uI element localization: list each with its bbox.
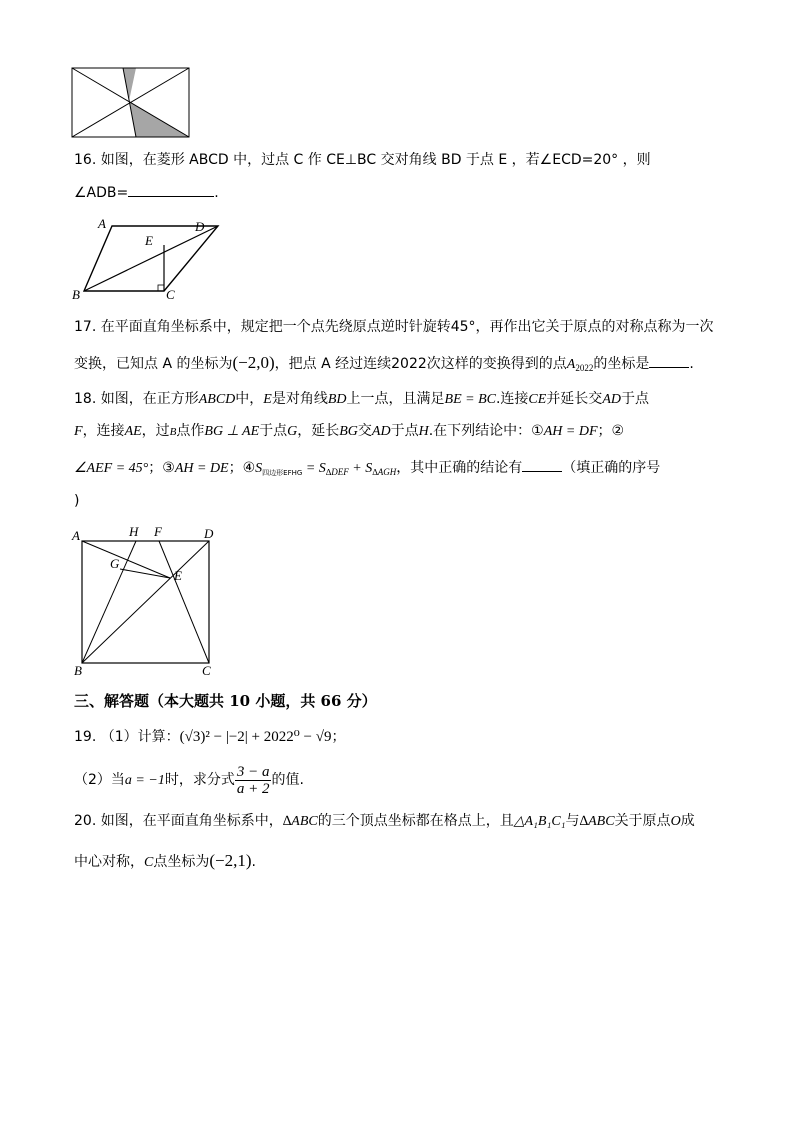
q16-text-a: 如图，在菱形 ABCD 中，过点 C 作 CE⊥BC 交对角线 BD 于点 E ，若∠ECD=20° ，则 — [100, 152, 651, 168]
q19-part2-label: （2）当 — [74, 772, 125, 788]
q18-text: 交 — [357, 423, 372, 439]
q19-part2-end: 的值. — [271, 772, 304, 788]
q19-frac-den: a + 2 — [236, 780, 270, 797]
label-b: B — [72, 287, 80, 302]
q18-e: E — [263, 392, 272, 407]
q18-conclusion-3: AH = DE — [174, 461, 229, 476]
q20-tri1: ∆ABC — [282, 814, 318, 829]
q18-conclusion-2: ∠AEF = 45° — [74, 461, 149, 476]
q18-g: G — [287, 424, 298, 439]
q18-text: ，过 — [141, 423, 170, 439]
q18-perp: BG ⊥ AE — [204, 424, 260, 439]
q19-part2-mid: 时，求分式 — [164, 772, 235, 788]
segment-ge — [120, 569, 170, 578]
q18-bg: BG — [339, 424, 358, 439]
diagonal-bd — [82, 541, 209, 663]
q19-part2-cond: a = −1 — [124, 773, 165, 788]
q20-text: 的三个顶点坐标都在格点上，且 — [317, 813, 514, 829]
q16-text-c: . — [214, 185, 219, 201]
q17-text-1: 在平面直角坐标系中，规定把一个点先绕原点逆时针旋转45°，再作出它关于原点的对称点称为一次 — [100, 319, 714, 335]
q16-text-b: ∠ADB= — [74, 185, 129, 201]
right-angle-mark — [158, 285, 164, 291]
shaded-upper-triangle — [123, 68, 136, 101]
q18-text: 于点 — [620, 391, 649, 407]
q18-text: 于点 — [259, 423, 288, 439]
label-g: G — [110, 556, 120, 571]
q18-ce: CE — [528, 392, 547, 407]
q20-text: 成 — [680, 813, 695, 829]
q18-square: ABCD — [198, 392, 236, 407]
q18-answer-blank[interactable] — [522, 457, 562, 472]
q18-text: ；④ — [228, 460, 256, 476]
q18-ad: AD — [602, 392, 621, 407]
label-h: H — [129, 524, 139, 539]
q17-text-2c: 的坐标是 — [593, 356, 650, 372]
section-3-heading: 三、解答题（本大题共 10 小题，共 66 分） — [74, 692, 377, 710]
q18-h: H — [418, 424, 429, 439]
label-d: D — [204, 526, 214, 541]
q18-ad2: AD — [371, 424, 391, 439]
q18-line1 — [74, 390, 649, 409]
q19-part1-end: ； — [331, 729, 346, 745]
q17-line2 — [74, 353, 694, 377]
label-c: C — [202, 663, 211, 678]
q18-text: .连接 — [495, 391, 529, 407]
q18-text: 点作 — [176, 423, 205, 439]
q18-line2 — [74, 422, 624, 441]
q18-text: ，连接 — [82, 423, 125, 439]
q18-text: ，延长 — [297, 423, 340, 439]
q18-s: S — [255, 461, 263, 476]
q18-line4 — [74, 492, 79, 510]
q19-part2 — [74, 762, 304, 799]
q17-end: . — [689, 356, 694, 372]
q18-f: F — [74, 424, 83, 439]
q18-s-sub1: 四边形EFHG — [262, 469, 303, 477]
q20-coord: (−2,1) — [209, 851, 252, 870]
q18-s-plus: + S — [348, 461, 373, 476]
q20-text: 中心对称， — [74, 854, 144, 870]
q20-number: 20. — [74, 813, 97, 829]
q20-text: 点坐标为 — [153, 854, 210, 870]
q17-text-2b: ，把点 A 经过连续2022次这样的变换得到的点 — [274, 356, 567, 372]
q18-bd: BD — [327, 392, 347, 407]
label-e: E — [174, 568, 182, 583]
q20-line1 — [74, 812, 695, 831]
q18-ae: AE — [124, 424, 142, 439]
q16-answer-blank[interactable] — [128, 182, 214, 197]
q17-point-sub: 2022 — [575, 363, 594, 373]
shaded-rectangle-figure — [70, 66, 192, 140]
label-a: A — [72, 528, 80, 543]
q20-text: 与 — [565, 813, 580, 829]
q20-o: O — [670, 814, 681, 829]
q18-close-paren: ) — [74, 493, 80, 509]
segment-ae — [82, 541, 170, 578]
q18-text: ；③ — [148, 460, 175, 476]
q18-line3 — [74, 457, 660, 482]
q18-b-small: B — [169, 426, 177, 438]
q19-fraction — [235, 764, 272, 797]
q18-text: 中， — [235, 391, 264, 407]
segment-bh — [82, 541, 136, 663]
label-f: F — [154, 524, 162, 539]
label-e: E — [145, 233, 153, 248]
q17-line1 — [74, 318, 714, 336]
q18-eq1: BE = BC — [444, 392, 496, 407]
q18-conclusion-1: AH = DF — [543, 424, 598, 439]
q20-text: 关于原点 — [614, 813, 671, 829]
q16-line1 — [74, 151, 651, 169]
q17-answer-blank[interactable] — [649, 353, 689, 368]
q18-text: 于点 — [390, 423, 419, 439]
square-figure — [70, 522, 222, 680]
rhombus-figure — [70, 215, 220, 303]
q18-text: 如图，在正方形 — [100, 391, 199, 407]
q17-coord: (−2,0) — [232, 353, 275, 372]
q18-text: .在下列结论中：① — [428, 423, 544, 439]
label-c: C — [166, 287, 175, 302]
q17-number: 17. — [74, 319, 97, 335]
q18-text: （填正确的序号 — [562, 460, 661, 476]
q20-text: . — [251, 854, 256, 870]
q20-line2 — [74, 852, 256, 872]
q16-line2 — [74, 182, 219, 202]
q20-tri2: △A₁B₁C₁ — [513, 814, 566, 829]
label-b: B — [74, 663, 82, 678]
q20-text: 如图，在平面直角坐标系中， — [100, 813, 283, 829]
q20-c: C — [144, 855, 154, 870]
q19-frac-num: 3 − a — [236, 763, 270, 780]
q18-s-eq: = S — [302, 461, 326, 476]
label-a: A — [98, 216, 106, 231]
label-d: D — [195, 219, 205, 234]
q17-point: A — [566, 357, 576, 372]
q16-number: 16. — [74, 152, 97, 168]
q18-s-sub2: ∆DEF — [325, 467, 349, 477]
q18-text: ，其中正确的结论有 — [396, 460, 523, 476]
q18-number: 18. — [74, 391, 97, 407]
q18-text: ；② — [597, 423, 625, 439]
q17-text-2a: 变换，已知点 A 的坐标为 — [74, 356, 233, 372]
q18-text: 并延长交 — [546, 391, 603, 407]
q19-part1-label: （1）计算： — [100, 729, 180, 745]
q19-part1 — [74, 728, 345, 746]
q19-number: 19. — [74, 729, 97, 745]
q18-text: 上一点，且满足 — [346, 391, 445, 407]
q18-text: 是对角线 — [271, 391, 328, 407]
q20-tri3: ∆ABC — [579, 814, 615, 829]
q19-part1-expr: (√3)² − |−2| + 2022⁰ − √9 — [179, 729, 332, 745]
q18-s-sub3: ∆AGH — [372, 467, 397, 477]
segment-cf — [159, 541, 209, 663]
